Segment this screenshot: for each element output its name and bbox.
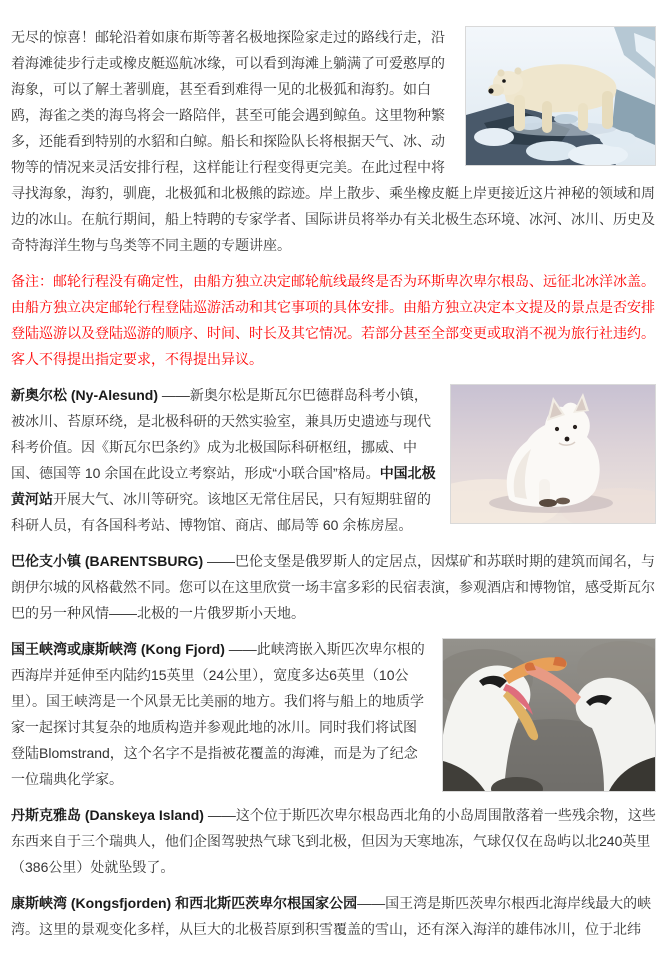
- notice-paragraph: [11, 268, 656, 372]
- nyalesund-bold-huanghe-station: 中国北极黄河站: [11, 465, 436, 507]
- section-nyalesund: [11, 382, 656, 538]
- section-danskeya: [11, 802, 656, 880]
- barentsburg-heading: 巴伦支小镇 (BARENTSBURG): [11, 553, 207, 569]
- barentsburg-body: ——巴伦支堡是俄罗斯人的定居点，因煤矿和苏联时期的建筑而闻名，与朗伊尔城的风格截然不同。您可以在这里欣赏一场丰富多彩的民宿表演，参观酒店和博物馆，感受斯瓦尔巴的另一种风情——北极的一片俄罗斯小天地。: [11, 553, 655, 621]
- nyalesund-body1: ——新奥尔松是斯瓦尔巴德群岛科考小镇，被冰川、苔原环绕，是北极科研的天然实验室，兼具历史遗迹与现代科考价值。因《斯瓦尔巴条约》成为北极国际科研枢纽，挪威、中国、德国等 10 余国在此设立考察站，形成“小联合国”格局。: [11, 387, 431, 481]
- notice-text: 备注：邮轮行程没有确定性，由船方独立决定邮轮航线最终是否为环斯卑次卑尔根岛、远征北冰洋冰盖。由船方独立决定邮轮行程登陆巡游活动和其它事项的具体安排。由船方独立决定本文提及的景点是否安排登陆巡游以及登陆巡游的顺序、时间、时长及其它情况。若部分甚至全部变更或取消不视为旅行社违约。客人不得提出指定要求，不得提出异议。: [11, 273, 655, 367]
- section-notice: [11, 268, 656, 372]
- section-barentsburg: [11, 548, 656, 626]
- intro-text: 无尽的惊喜！邮轮沿着如康布斯等著名极地探险家走过的路线行走，沿着海滩徒步行走或橡皮艇巡航冰缘，可以看到海滩上躺满了可爱憨厚的海象，可以了解土著驯鹿，甚至看到难得一见的北极狐和海豹。如白鸥，海雀之类的海鸟将会一路陪伴，甚至可能会遇到鲸鱼。这里物种繁多，还能看到特别的水貂和白鲸。船长和探险队长将根据天气、冰、动物等的情况来灵活安排行程，这样能让行程变得更完美。在此过程中将寻找海象，海豹，驯鹿，北极狐和北极熊的踪迹。岸上散步、乘坐橡皮艇上岸更接近这片神秘的领域和周边的冰山。在航行期间，船上特聘的专家学者、国际讲员将举办有关北极生态环境、冰河、冰川、历史及奇特海洋生物与鸟类等不同主题的专题讲座。: [11, 29, 655, 253]
- nyalesund-heading: 新奥尔松 (Ny-Alesund): [11, 387, 162, 403]
- polar-bear-photo: [465, 26, 656, 166]
- danskeya-heading: 丹斯克雅岛 (Danskeya Island): [11, 807, 208, 823]
- kongsfjorden-body: ——国王湾是斯匹茨卑尔根西北海岸线最大的峡湾。这里的景观变化多样，从巨大的北极苔原到积雪覆盖的雪山，还有深入海洋的雄伟冰川，位于北纬: [11, 895, 652, 937]
- danskeya-paragraph: [11, 802, 656, 880]
- kongfjord-heading: 国王峡湾或康斯峡湾 (Kong Fjord): [11, 641, 229, 657]
- danskeya-body: ——这个位于斯匹次卑尔根岛西北角的小岛周围散落着一些残余物，这些东西来自于三个瑞典人，他们企图驾驶热气球飞到北极，但因为天寒地冻，气球仅仅在岛屿以北240英里（386公里）处就坠毁了。: [11, 807, 656, 875]
- kongsfjorden-heading: 康斯峡湾 (Kongsfjorden) 和西北斯匹茨卑尔根国家公园: [11, 895, 358, 911]
- arctic-fox-photo: [450, 384, 656, 524]
- section-intro: [11, 24, 656, 258]
- section-kongfjord: [11, 636, 656, 792]
- kongsfjorden-paragraph: [11, 890, 656, 942]
- kongfjord-body: ——此峡湾嵌入斯匹次卑尔根的西海岸并延伸至内陆约15英里（24公里），宽度多达6英里（10公里）。国王峡湾是一个风景无比美丽的地方。我们将与船上的地质学家一起探讨其复杂的地质构造并参观此地的冰川。同时我们将试图登陆Blomstrand，这个名字不是指被花覆盖的海滩，而是为了纪念一位瑞典化学家。: [11, 641, 425, 787]
- barentsburg-paragraph: [11, 548, 656, 626]
- nyalesund-body2: 开展大气、冰川等研究。该地区无常住居民，只有短期驻留的科研人员，有各国科考站、博物馆、商店、邮局等 60 余栋房屋。: [11, 491, 431, 533]
- section-kongsfjorden: [11, 890, 656, 942]
- albatross-pair-photo: [442, 638, 656, 792]
